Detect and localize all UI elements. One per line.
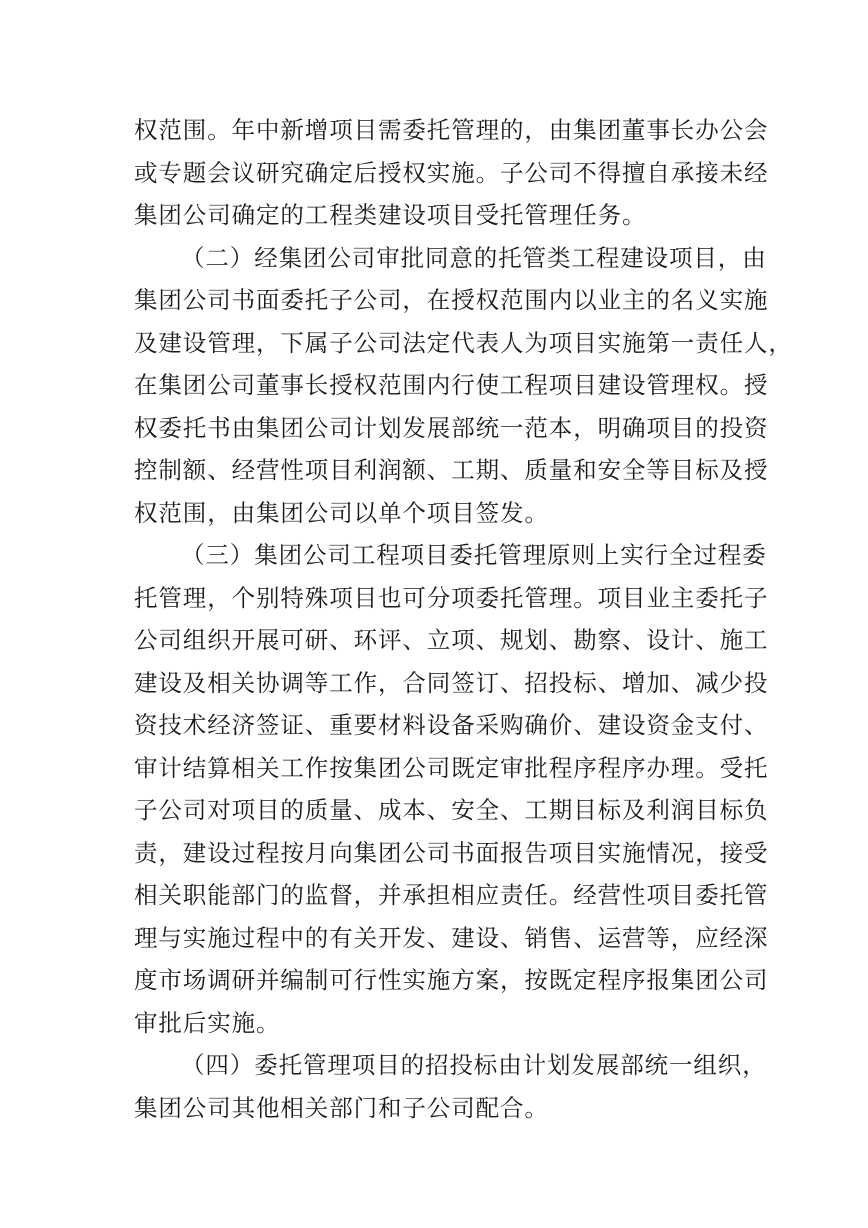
text-line: 集团公司书面委托子公司，在授权范围内以业主的名义实施 bbox=[134, 286, 769, 314]
text-line: 集团公司其他相关部门和子公司配合。 bbox=[134, 1093, 549, 1122]
document-body bbox=[134, 109, 793, 1129]
text-line: 控制额、经营性项目利润额、工期、质量和安全等目标及授 bbox=[134, 456, 769, 484]
text-line: 资技术经济签证、重要材料设备采购确价、建设资金支付、 bbox=[134, 711, 769, 739]
text-line: 子公司对项目的质量、成本、安全、工期目标及利润目标负 bbox=[134, 796, 769, 824]
text-line: 在集团公司董事长授权范围内行使工程项目建设管理权。授 bbox=[134, 371, 769, 399]
paragraph-first-line: （三）集团公司工程项目委托管理原则上实行全过程委 bbox=[181, 541, 767, 569]
text-line: 权范围，由集团公司以单个项目签发。 bbox=[134, 498, 549, 527]
text-line: 责，建设过程按月向集团公司书面报告项目实施情况，接受 bbox=[134, 838, 769, 867]
text-line: 审计结算相关工作按集团公司既定审批程序程序办理。受托 bbox=[134, 753, 769, 782]
text-line: 集团公司确定的工程类建设项目受托管理任务。 bbox=[134, 201, 647, 229]
paragraph-first-line: （四）委托管理项目的招投标由计划发展部统一组织， bbox=[181, 1051, 767, 1079]
text-line: 相关职能部门的监督，并承担相应责任。经营性项目委托管 bbox=[134, 881, 769, 909]
text-line: 审批后实施。 bbox=[134, 1008, 281, 1037]
text-line: 或专题会议研究确定后授权实施。子公司不得擅自承接未经 bbox=[134, 158, 769, 187]
text-line: 度市场调研并编制可行性实施方案，按既定程序报集团公司 bbox=[134, 966, 769, 994]
text-line: 托管理，个别特殊项目也可分项委托管理。项目业主委托子 bbox=[134, 583, 769, 612]
text-line: 权委托书由集团公司计划发展部统一范本，明确项目的投资 bbox=[134, 413, 769, 442]
text-line: 及建设管理，下属子公司法定代表人为项目实施第一责任人， bbox=[134, 328, 793, 357]
text-line: 权范围。年中新增项目需委托管理的，由集团董事长办公会 bbox=[134, 116, 769, 144]
text-line: 建设及相关协调等工作，合同签订、招投标、增加、减少投 bbox=[134, 668, 769, 697]
text-line: 公司组织开展可研、环评、立项、规划、勘察、设计、施工 bbox=[134, 626, 769, 654]
paragraph-first-line: （二）经集团公司审批同意的托管类工程建设项目，由 bbox=[181, 243, 767, 272]
text-line: 理与实施过程中的有关开发、建设、销售、运营等，应经深 bbox=[134, 923, 769, 952]
